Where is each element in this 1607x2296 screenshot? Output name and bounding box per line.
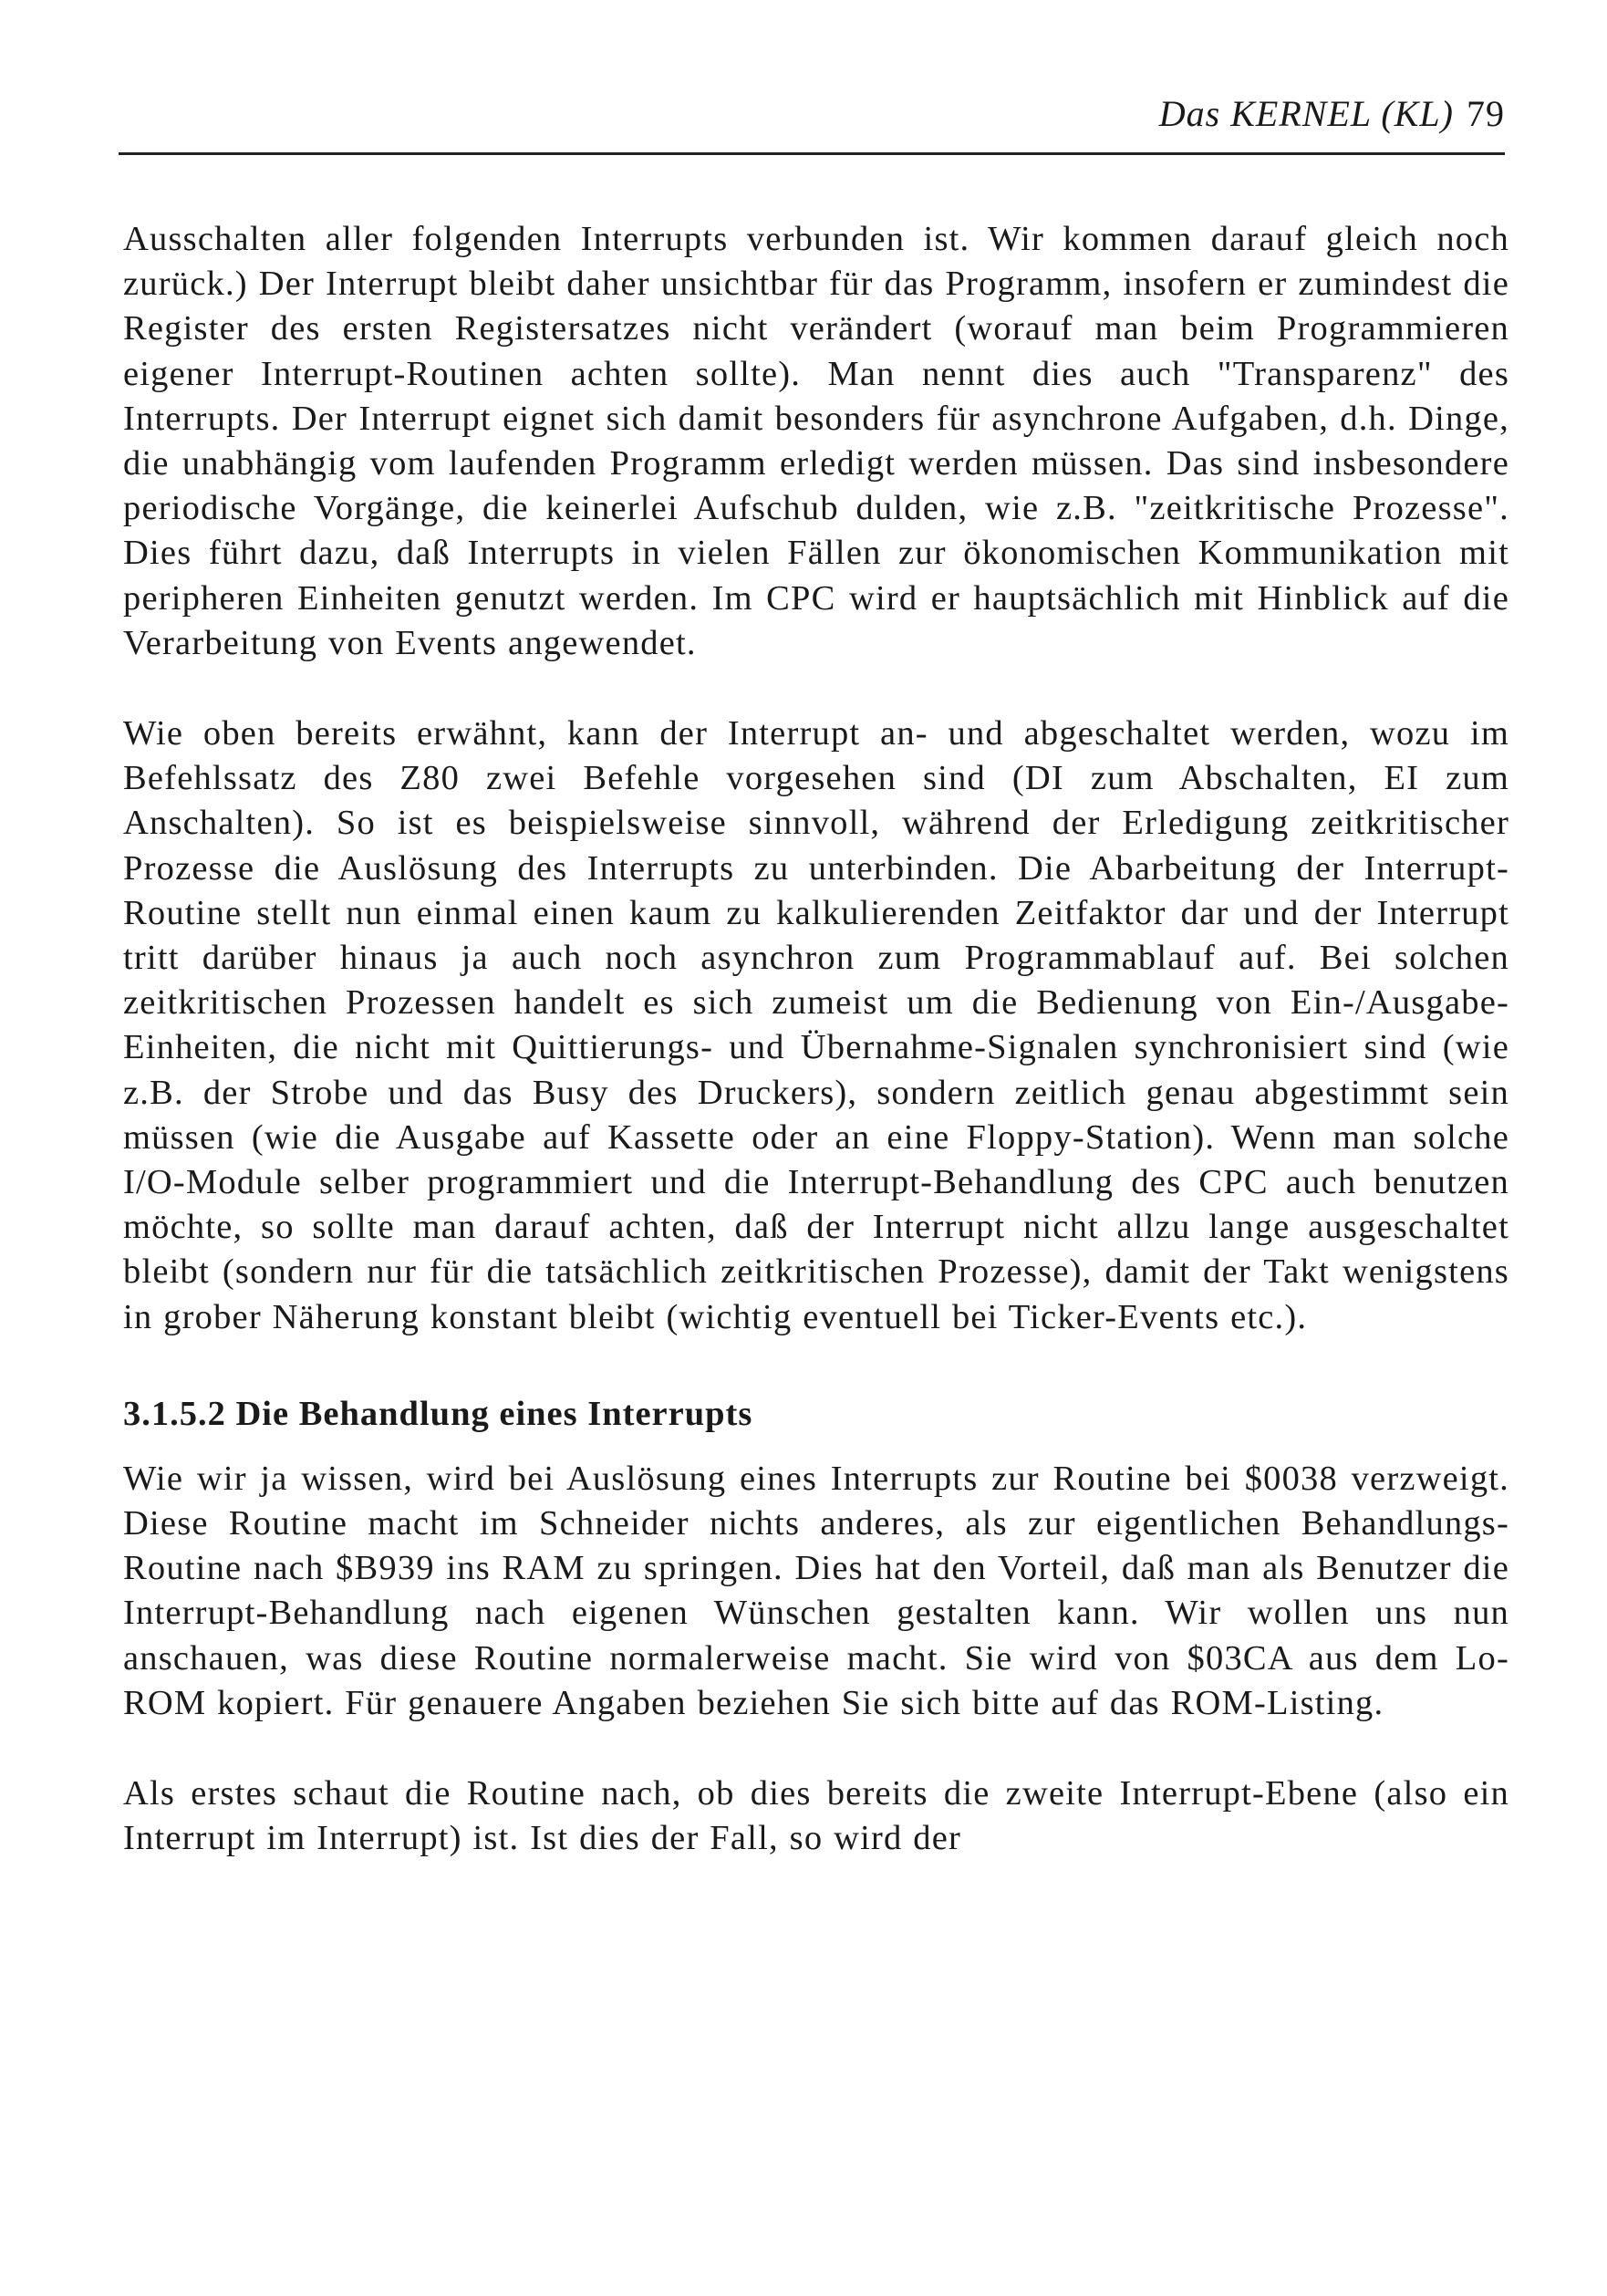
paragraph-interrupt-transparency: Ausschalten aller folgenden Interrupts verbunden ist. Wir kommen darauf gleich noch zurück.) Der Interrupt bleibt daher unsichtbar für das Programm, insofern er zumindest die Register des ersten Registersatzes nicht verändert (worauf man beim Programmieren eigener Interrupt-Routinen achten sollte). Man nennt dies auch "Transparenz" des Interrupts. Der Interrupt eignet sich damit besonders für asynchrone Aufgaben, d.h. Dinge, die unabhängig vom laufenden Programm erledigt werden müssen. Das sind insbesondere periodische Vorgänge, die keinerlei Aufschub dulden, wie z.B. "zeitkritische Prozesse". Dies führt dazu, daß Interrupts in vielen Fällen zur ökonomischen Kommunikation mit peripheren Einheiten genutzt werden. Im CPC wird er hauptsächlich mit Hinblick auf die Verarbeitung von Events angewendet. (123, 220, 1509, 662)
page-number: 79 (1467, 93, 1505, 134)
running-header-title: Das KERNEL (KL) (1158, 93, 1454, 134)
page-body (123, 217, 1509, 1862)
section-heading: 3.1.5.2 Die Behandlung eines Interrupts (123, 1394, 753, 1433)
header-rule (119, 152, 1505, 155)
paragraph-interrupt-enable-disable: Wie oben bereits erwähnt, kann der Interrupt an- und abgeschaltet werden, wozu im Befehlssatz des Z80 zwei Befehle vorgesehen sind (DI zum Abschalten, EI zum Anschalten). So ist es beispielsweise sinnvoll, während der Erledigung zeitkritischer Prozesse die Auslösung des Interrupts zu unterbinden. Die Abarbeitung der Interrupt-Routine stellt nun einmal einen kaum zu kalkulierenden Zeitfaktor dar und der Interrupt tritt darüber hinaus ja auch noch asynchron zum Programmablauf auf. Bei solchen zeitkritischen Prozessen handelt es sich zumeist um die Bedienung von Ein-/Ausgabe-Einheiten, die nicht mit Quittierungs- und Übernahme-Signalen synchronisiert sind (wie z.B. der Strobe und das Busy des Druckers), sondern zeitlich genau abgestimmt sein müssen (wie die Ausgabe auf Kassette oder an eine Floppy-Station). Wenn man solche I/O-Module selber programmiert und die Interrupt-Behandlung des CPC auch benutzen möchte, so sollte man darauf achten, daß der Interrupt nicht allzu lange ausgeschaltet bleibt (sondern nur für die tatsächlich zeitkritischen Prozesse), damit der Takt wenigstens in grober Näherung konstant bleibt (wichtig eventuell bei Ticker-Events etc.). (123, 714, 1509, 1336)
paragraph-interrupt-handling: Wie wir ja wissen, wird bei Auslösung eines Interrupts zur Routine bei $0038 verzweigt. Diese Routine macht im Schneider nichts anderes, als zur eigentlichen Behandlungs-Routine nach $B939 ins RAM zu springen. Dies hat den Vorteil, daß man als Benutzer die Interrupt-Behandlung nach eigenen Wünschen gestalten kann. Wir wollen uns nun anschauen, was diese Routine normalerweise macht. Sie wird von $03CA aus dem Lo-ROM kopiert. Für genauere Angaben beziehen Sie sich bitte auf das ROM-Listing. (123, 1459, 1509, 1722)
running-header (1159, 87, 1505, 141)
page-header (119, 87, 1505, 160)
paragraph-second-interrupt-level: Als erstes schaut die Routine nach, ob dies bereits die zweite Interrupt-Ebene (also ein Interrupt im Interrupt) ist. Ist dies der Fall, so wird der (123, 1774, 1509, 1858)
